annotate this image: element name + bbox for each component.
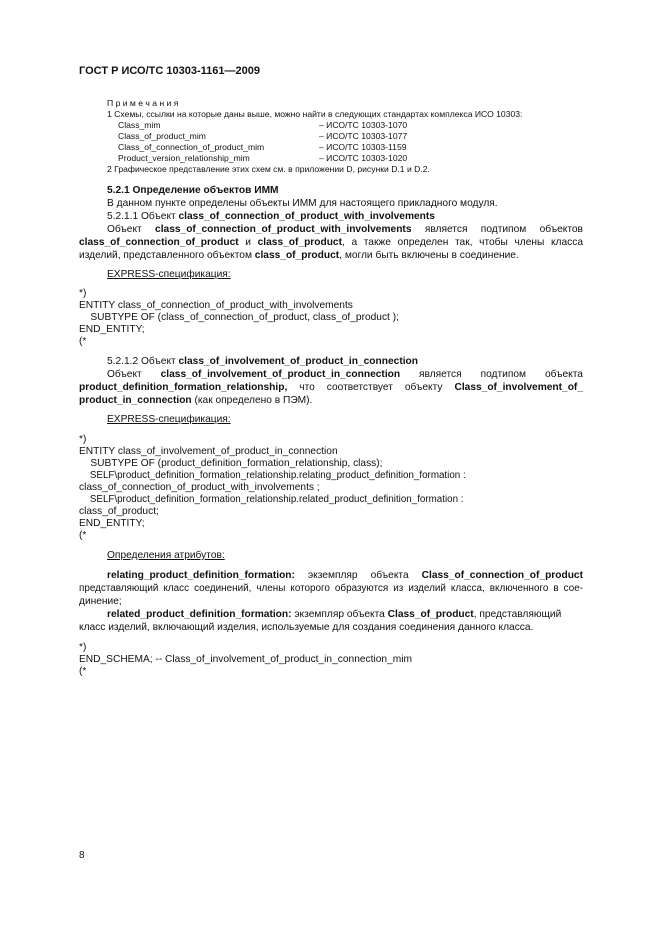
ref-standard: – ИСО/ТС 10303-1070 [319, 120, 408, 130]
ref-name: Product_version_relationship_mim [118, 153, 250, 163]
attribute-definition: relating_product_definition_formation: экземпляр объекта Class_of_connection_of_product [107, 570, 583, 581]
entity-name: class_of_connection_of_product_with_involvements [178, 211, 435, 222]
paragraph-line: изделий, представленного объектом class_of_product, могли быть включены в соединение. [79, 250, 519, 261]
code-line: SELF\product_definition_formation_relationship.relating_product_definition_formation : [79, 470, 466, 481]
ref-standard: – ИСО/ТС 10303-1077 [319, 131, 408, 141]
code-line: ENTITY class_of_connection_of_product_with_involvements [79, 300, 353, 311]
subsection-heading: 5.2.1.1 Объект class_of_connection_of_product_with_involvements [107, 211, 435, 222]
ref-name: Class_mim [118, 120, 161, 130]
paragraph-line: class_of_connection_of_product и class_of_product, а также определен так, чтобы члены класса [79, 237, 583, 248]
code-line: SELF\product_definition_formation_relationship.related_product_definition_formation : [79, 494, 464, 505]
code-line: (* [79, 336, 87, 347]
ref-name: Class_of_connection_of_product_mim [118, 142, 265, 152]
code-line: (* [79, 530, 87, 541]
section-intro: В данном пункте определены объекты ИММ для настоящего прикладного модуля. [107, 198, 498, 209]
ref-name: Class_of_product_mim [118, 131, 206, 141]
code-line: END_SCHEMA; -- Class_of_involvement_of_product_in_connection_mim [79, 654, 412, 665]
express-label: EXPRESS-спецификация: [107, 269, 231, 280]
entity-name: class_of_involvement_of_product_in_connection [160, 369, 401, 380]
express-label: EXPRESS-спецификация: [107, 414, 231, 425]
code-line: ENTITY class_of_involvement_of_product_in_connection [79, 446, 338, 457]
code-line: SUBTYPE OF (class_of_connection_of_product, class_of_product ); [79, 312, 399, 323]
code-line: *) [79, 434, 87, 445]
entity-name: class_of_connection_of_product_with_involvements [155, 224, 412, 235]
paragraph-line: product_in_connection (как определено в ПЭМ). [79, 395, 313, 406]
note-2: 2 Графическое представление этих схем см. в приложении D, рисунки D.1 и D.2. [107, 164, 430, 174]
paragraph-line: динение; [79, 596, 122, 607]
note-1: 1 Схемы, ссылки на которые даны выше, можно найти в следующих стандартах комплекса ИСО 10303: [107, 109, 523, 119]
document-header: ГОСТ Р ИСО/ТС 10303-1161—2009 [79, 65, 260, 77]
code-line: class_of_connection_of_product_with_involvements ; [79, 482, 320, 493]
attribute-definition: related_product_definition_formation: экземпляр объекта Class_of_product, представляющий [107, 609, 562, 620]
paragraph-line: класс изделий, включающий изделия, используемые для создания соединения данного класса. [79, 622, 534, 633]
code-line: class_of_product; [79, 506, 159, 517]
code-line: SUBTYPE OF (product_definition_formation_relationship, class); [79, 458, 383, 469]
attributes-label: Определения атрибутов: [107, 550, 225, 561]
ref-standard: – ИСО/ТС 10303-1159 [319, 142, 407, 152]
paragraph-line: представляющий класс соединений, члены которого образуются из изделий класса, включенного в сое- [79, 583, 583, 594]
paragraph-line: Объект class_of_connection_of_product_with_involvements является подтипом объектов [107, 224, 583, 235]
paragraph-line: Объект class_of_involvement_of_product_in_connection является подтипом объекта [107, 369, 583, 380]
notes-title: П р и м е ч а н и я [107, 98, 179, 108]
code-line: *) [79, 642, 87, 653]
code-line: *) [79, 288, 87, 299]
entity-name: class_of_involvement_of_product_in_connection [178, 356, 418, 367]
paragraph-line: product_definition_formation_relationship, что соответствует объекту Class_of_involvement_of_ [79, 382, 583, 393]
page-number: 8 [79, 850, 85, 861]
ref-standard: – ИСО/ТС 10303-1020 [319, 153, 408, 163]
code-line: (* [79, 666, 87, 677]
subsection-heading: 5.2.1.2 Объект class_of_involvement_of_product_in_connection [107, 356, 418, 367]
code-line: END_ENTITY; [79, 324, 145, 335]
section-title: 5.2.1 Определение объектов ИММ [107, 185, 279, 196]
code-line: END_ENTITY; [79, 518, 145, 529]
